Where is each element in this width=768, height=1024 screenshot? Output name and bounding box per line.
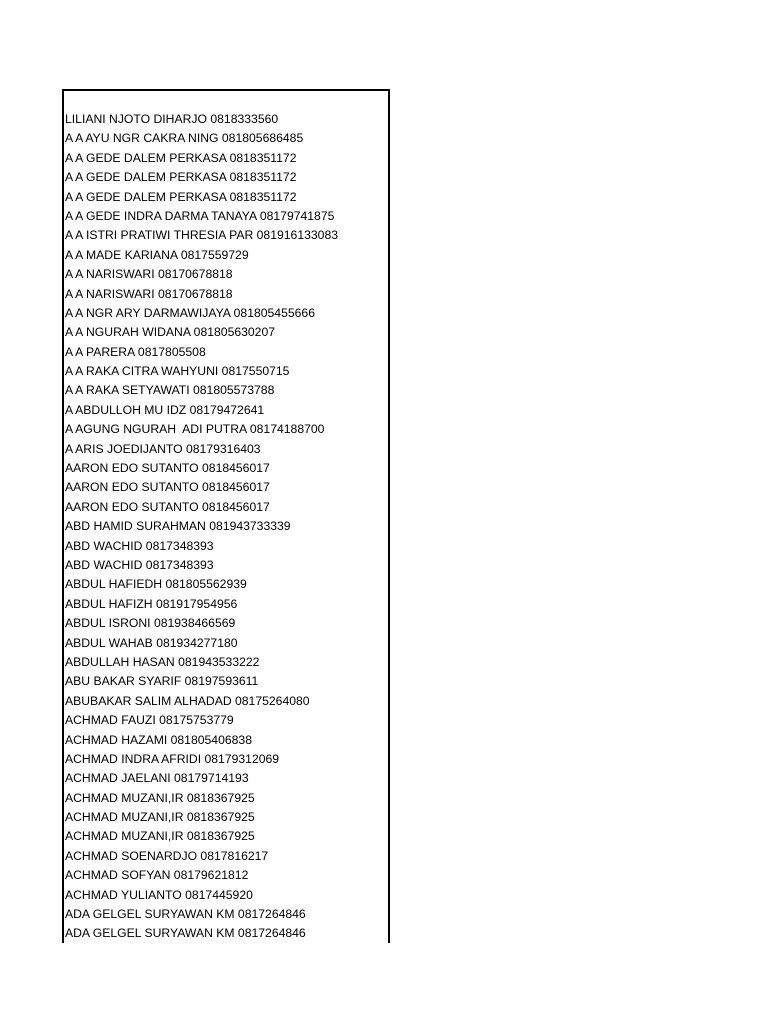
list-item[interactable]: ACHMAD HAZAMI 081805406838 xyxy=(65,732,252,747)
list-item[interactable]: A A RAKA SETYAWATI 081805573788 xyxy=(65,383,275,398)
list-item[interactable]: A AGUNG NGURAH ADI PUTRA 08174188700 xyxy=(65,422,325,437)
list-item[interactable]: A A GEDE DALEM PERKASA 0818351172 xyxy=(65,189,297,204)
list-item[interactable]: ACHMAD SOFYAN 08179621812 xyxy=(65,868,249,883)
list-item[interactable]: A A RAKA CITRA WAHYUNI 0817550715 xyxy=(65,364,290,379)
list-item[interactable]: ABD WACHID 0817348393 xyxy=(65,538,214,553)
list-item[interactable]: A A NGURAH WIDANA 081805630207 xyxy=(65,325,276,340)
list-item[interactable]: A ARIS JOEDIJANTO 08179316403 xyxy=(65,441,261,456)
list-item[interactable]: ABDUL HAFIEDH 081805562939 xyxy=(65,577,247,592)
list-item[interactable]: A A AYU NGR CAKRA NING 081805686485 xyxy=(65,131,304,146)
list-item[interactable]: A A ISTRI PRATIWI THRESIA PAR 081916133083 xyxy=(65,228,338,243)
list-item[interactable]: A A PARERA 0817805508 xyxy=(65,344,206,359)
contact-list xyxy=(64,110,338,943)
list-item[interactable]: ABDUL WAHAB 081934277180 xyxy=(65,635,238,650)
list-item[interactable]: ADA GELGEL SURYAWAN KM 0817264846 xyxy=(65,907,306,922)
list-item[interactable]: LILIANI NJOTO DIHARJO 0818333560 xyxy=(65,112,279,126)
list-item[interactable]: ACHMAD MUZANI,IR 0818367925 xyxy=(65,829,255,844)
list-item[interactable]: ABDUL HAFIZH 081917954956 xyxy=(65,596,238,611)
list-item[interactable]: ADA GELGEL SURYAWAN KM 0817264846 xyxy=(65,926,306,941)
list-item[interactable]: ACHMAD MUZANI,IR 0818367925 xyxy=(65,790,255,805)
list-item[interactable]: A A MADE KARIANA 0817559729 xyxy=(65,247,249,262)
list-item[interactable]: A A GEDE INDRA DARMA TANAYA 08179741875 xyxy=(65,208,335,223)
list-item[interactable]: ACHMAD YULIANTO 0817445920 xyxy=(65,887,253,902)
list-item[interactable]: ABDULLAH HASAN 081943533222 xyxy=(65,654,260,669)
list-item[interactable]: ACHMAD SOENARDJO 0817816217 xyxy=(65,848,269,863)
list-item[interactable]: AARON EDO SUTANTO 0818456017 xyxy=(65,499,270,514)
list-item[interactable]: ACHMAD FAUZI 08175753779 xyxy=(65,713,234,728)
list-item[interactable]: A A GEDE DALEM PERKASA 0818351172 xyxy=(65,170,297,185)
list-item[interactable]: ABDUL ISRONI 081938466569 xyxy=(65,616,236,631)
list-item[interactable]: A A NARISWARI 08170678818 xyxy=(65,267,233,282)
list-item[interactable]: ACHMAD MUZANI,IR 0818367925 xyxy=(65,810,255,825)
list-item[interactable]: AARON EDO SUTANTO 0818456017 xyxy=(65,461,270,476)
list-item[interactable]: AARON EDO SUTANTO 0818456017 xyxy=(65,480,270,495)
list-item[interactable]: A A GEDE DALEM PERKASA 0818351172 xyxy=(65,150,297,165)
list-item[interactable]: ABD HAMID SURAHMAN 081943733339 xyxy=(65,519,291,534)
list-item[interactable]: ABU BAKAR SYARIF 08197593611 xyxy=(65,674,259,689)
list-item[interactable]: A ABDULLOH MU IDZ 08179472641 xyxy=(65,402,265,417)
list-item[interactable]: ABD WACHID 0817348393 xyxy=(65,557,214,572)
list-item[interactable]: ACHMAD JAELANI 08179714193 xyxy=(65,771,249,786)
list-item[interactable]: A A NARISWARI 08170678818 xyxy=(65,286,233,301)
list-item[interactable]: ACHMAD INDRA AFRIDI 08179312069 xyxy=(65,751,280,766)
list-item[interactable]: ABUBAKAR SALIM ALHADAD 08175264080 xyxy=(65,693,310,708)
list-item[interactable]: A A NGR ARY DARMAWIJAYA 081805455666 xyxy=(65,305,315,320)
spreadsheet-column xyxy=(62,89,390,943)
